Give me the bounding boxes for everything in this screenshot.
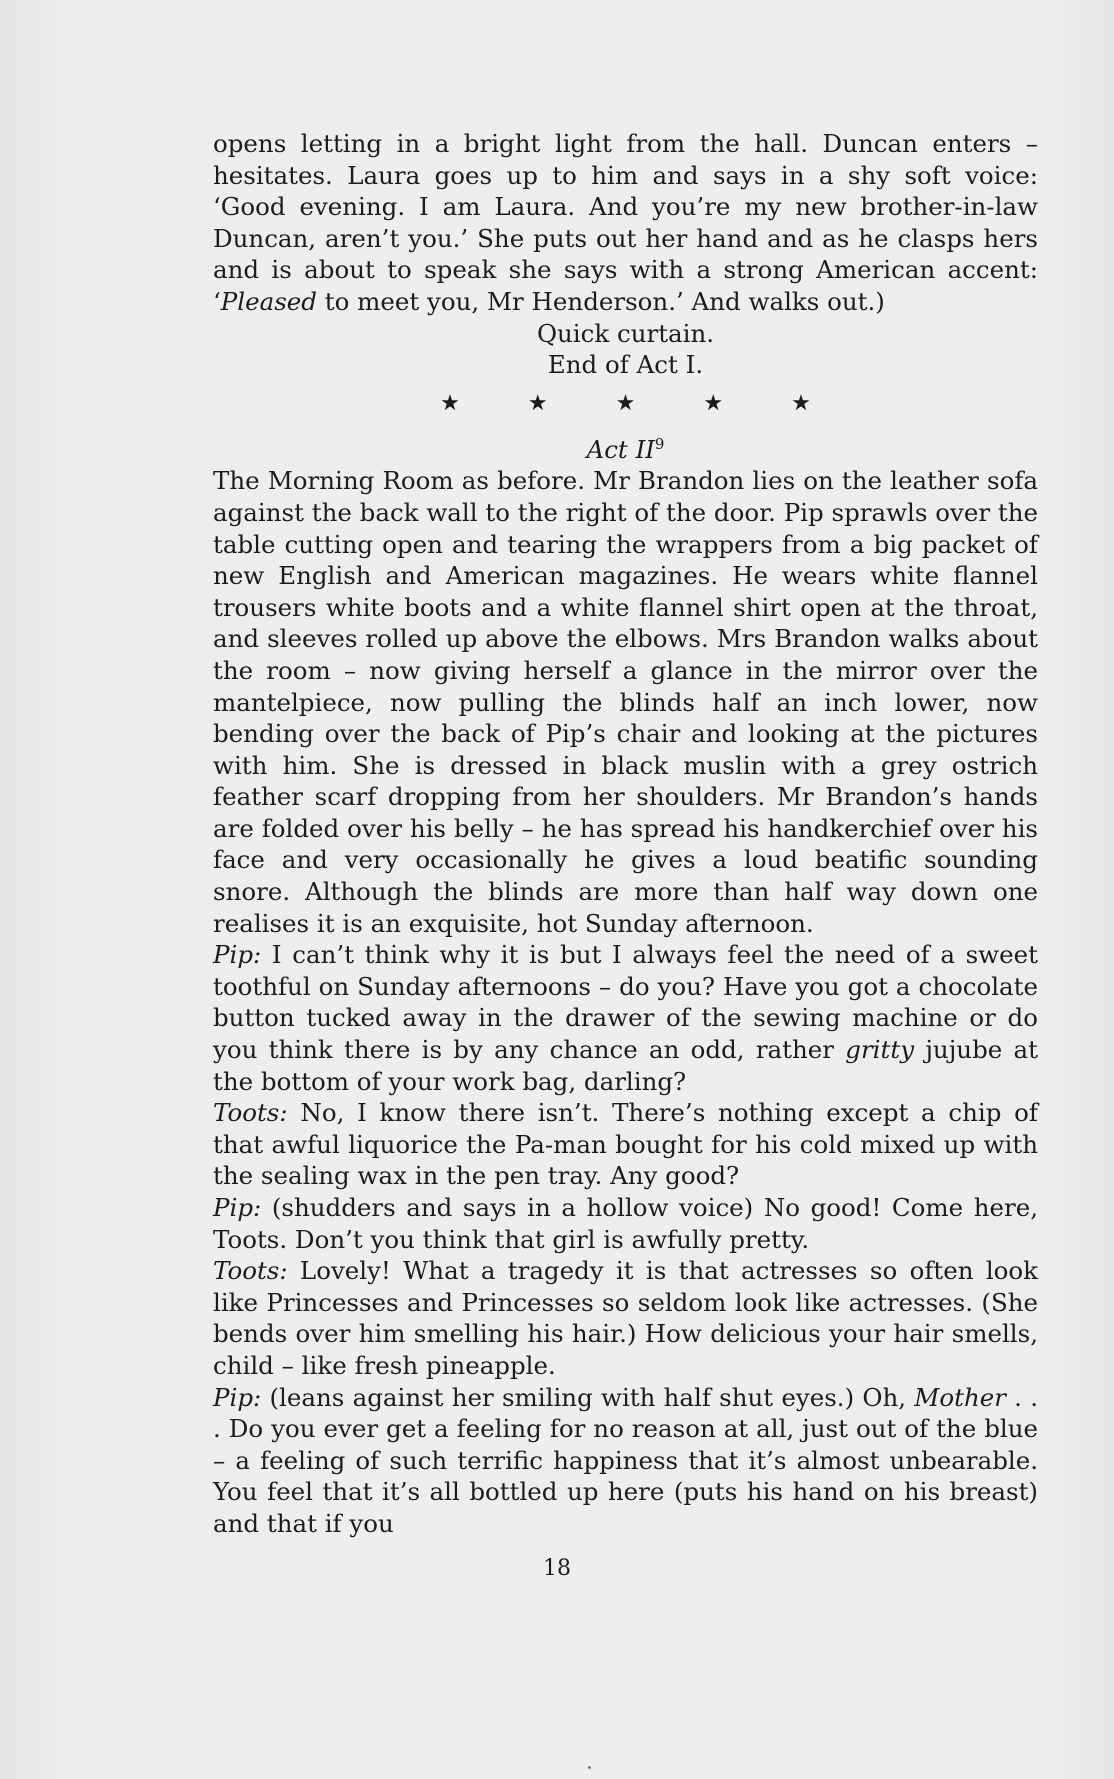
dialogue-text: (shudders and says in a hollow voice) No good! Come here, Toots. Don’t you think that girl is awfully pretty. <box>213 1193 1038 1254</box>
dialogue-text: I can’t think why it is but I always feel the need of a sweet toothful on Sunday afternoons – do you? Have you got a chocolate button tucked away in the drawer of the sewing machine or do you think there is by any chance an odd, rather <box>213 940 1038 1065</box>
act-heading <box>213 434 1038 466</box>
opening-text: opens letting in a bright light from the hall. Duncan enters – hesitates. Laura goes up to him and says in a shy soft voice: ‘Good evening. I am Laura. And you’re my new brother-in-law Duncan, aren’t you.’ She puts out her hand and as he clasps hers and is about to speak she says with a strong American accent: ‘ <box>213 129 1038 316</box>
star-icon: ★ <box>440 390 460 416</box>
dialogue-text: . . . Do you ever get a feeling for no reason at all, just out of the blue – a feeling of such terrific happiness that it’s almost unbearable. You feel that it’s all bottled up here (puts his hand on his breast) and that if you <box>213 1382 1038 1538</box>
speaker-name: Toots: <box>213 1256 288 1286</box>
section-break-stars <box>213 390 1038 418</box>
dialogue-line <box>213 1097 1038 1192</box>
dialogue-text: jujube at the bottom of your work bag, darling? <box>213 1035 1038 1096</box>
star-icon: ★ <box>527 390 548 416</box>
speaker-name: Pip: <box>213 1193 262 1222</box>
paper-speck <box>588 1766 591 1769</box>
act-title: Act II <box>586 434 655 464</box>
end-of-act-line: End of Act I. <box>547 350 704 380</box>
opening-emphasis: Pleased <box>220 286 317 316</box>
star-icon: ★ <box>791 390 811 416</box>
page-text <box>213 128 1038 1540</box>
dialogue-line <box>213 939 1038 1097</box>
star-icon: ★ <box>615 390 636 416</box>
speaker-name: Pip: <box>213 1382 262 1412</box>
opening-tail: to meet you, Mr Henderson.’ And walks out.) <box>316 286 885 316</box>
dialogue-text: (leans against her smiling with half shut eyes.) Oh, <box>261 1382 915 1412</box>
curtain-line: Quick curtain. <box>536 318 715 348</box>
dialogue-line <box>213 1255 1038 1381</box>
speaker-name: Pip: <box>213 940 262 970</box>
dialogue-text: Lovely! What a tragedy it is that actresses so often look like Princesses and Princesses so seldom look like actresses. (She bends over him smelling his hair.) How delicious your hair smells, child – like fresh pineapple. <box>213 1256 1038 1380</box>
dialogue-line <box>213 1382 1038 1540</box>
dialogue-line <box>213 1192 1038 1255</box>
speaker-name: Toots: <box>213 1098 288 1128</box>
dialogue-emphasis: gritty <box>845 1035 915 1065</box>
footnote-marker: 9 <box>654 434 665 453</box>
opening-paragraph <box>213 128 1038 318</box>
dialogue-emphasis: Mother <box>914 1382 1006 1412</box>
stage-direction: The Morning Room as before. Mr Brandon lies on the leather sofa against the back wall to the right of the door. Pip sprawls over the table cutting open and tearing the wrappers from a big packet of new English and American magazines. He wears white flannel trousers white boots and a white flannel shirt open at the throat, and sleeves rolled up above the elbows. Mrs Brandon walks about the room – now giving herself a glance in the mirror over the mantelpiece, now pulling the blinds half an inch lower, now bending over the back of Pip’s chair and looking at the pictures with him. She is dressed in black muslin with a grey ostrich feather scarf dropping from her shoulders. Mr Brandon’s hands are folded over his belly – he has spread his handkerchief over his face and very occasionally he gives a loud beatific sounding snore. Although the blinds are more than half way down one realises it is an exquisite, hot Sunday afternoon. <box>213 466 1038 938</box>
dialogue-text: No, I know there isn’t. There’s nothing except a chip of that awful liquorice the Pa-man bought for his cold mixed up with the sealing wax in the pen tray. Any good? <box>213 1098 1038 1191</box>
page-number: 18 <box>543 1556 571 1581</box>
star-icon: ★ <box>703 390 724 416</box>
